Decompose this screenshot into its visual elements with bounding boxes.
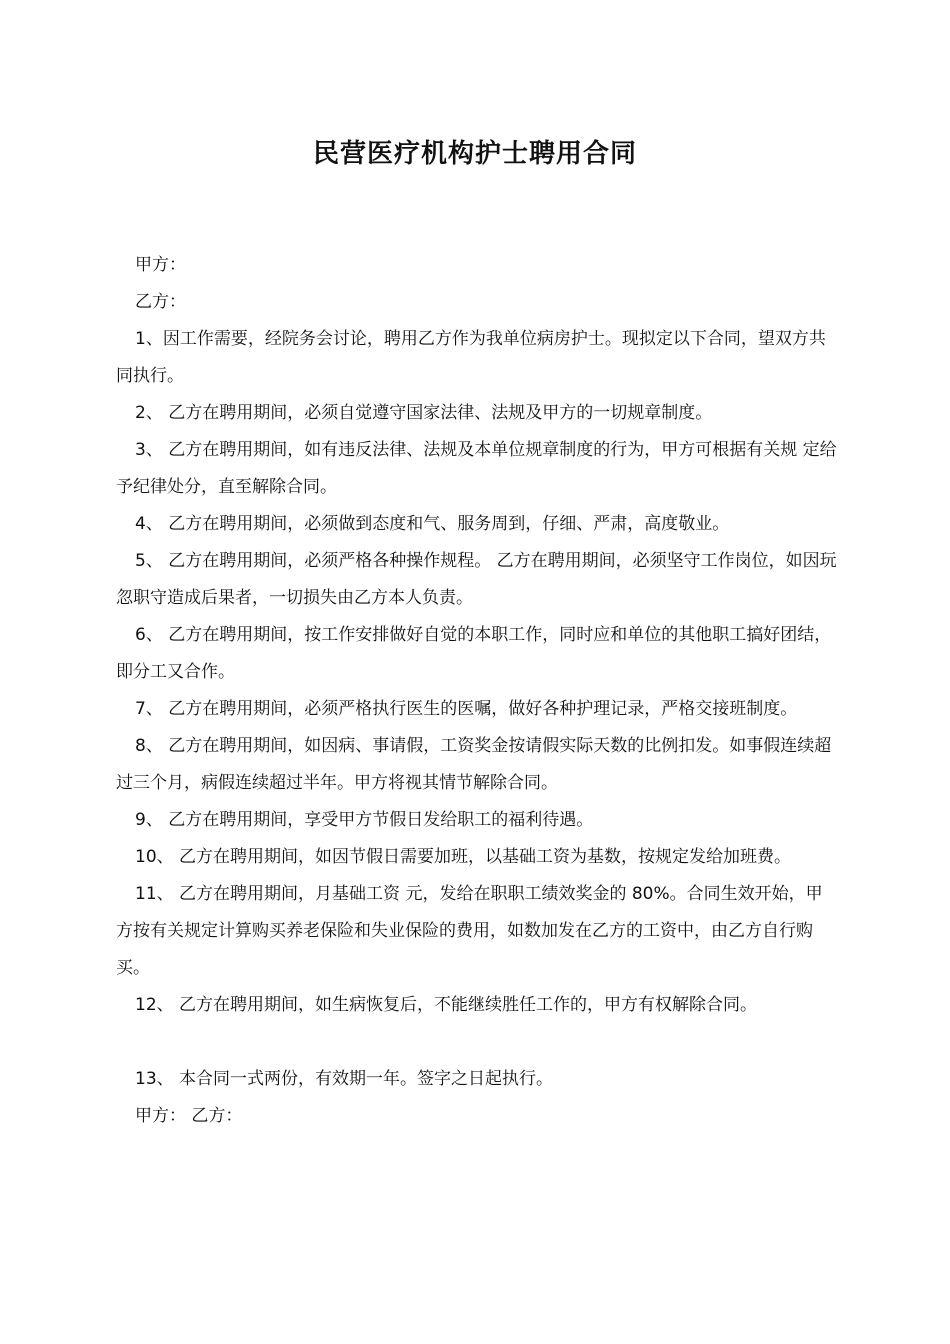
party-a-label: 甲方：	[135, 255, 186, 275]
clause-13: 13、 本合同一式两份，有效期一年。签字之日起执行。	[135, 1069, 554, 1089]
clause-4: 4、 乙方在聘用期间，必须做到态度和气、服务周到，仔细、严肃，高度敬业。	[135, 514, 730, 534]
document-body	[116, 247, 838, 1135]
clause-7: 7、 乙方在聘用期间，必须严格执行医生的医嘱，做好各种护理记录，严格交接班制度。	[135, 699, 798, 719]
clause-12: 12、 乙方在聘用期间，如生病恢复后，不能继续胜任工作的，甲方有权解除合同。	[135, 995, 758, 1015]
paragraph-gap	[116, 1024, 838, 1061]
clause-5: 5、 乙方在聘用期间，必须严格各种操作规程。 乙方在聘用期间，必须坚守工作岗位，如因玩忽职守造成后果者，一切损失由乙方本人负责。	[116, 551, 837, 608]
signature-line: 甲方： 乙方：	[135, 1106, 243, 1126]
clause-3: 3、 乙方在聘用期间，如有违反法律、法规及本单位规章制度的行为，甲方可根据有关规 定给予纪律处分，直至解除合同。	[116, 440, 837, 497]
party-b-label: 乙方：	[135, 292, 186, 312]
clause-1: 1、因工作需要，经院务会讨论，聘用乙方作为我单位病房护士。现拟定以下合同，望双方共同执行。	[116, 329, 826, 386]
clause-11: 11、 乙方在聘用期间，月基础工资 元，发给在职职工绩效奖金的 80%。合同生效开始，甲方按有关规定计算购买养老保险和失业保险的费用，如数加发在乙方的工资中，由乙方自行购买。	[116, 884, 823, 978]
document-title: 民营医疗机构护士聘用合同	[312, 139, 637, 169]
clause-9: 9、 乙方在聘用期间，享受甲方节假日发给职工的福利待遇。	[135, 810, 594, 830]
clause-6: 6、 乙方在聘用期间，按工作安排做好自觉的本职工作，同时应和单位的其他职工搞好团结，即分工又合作。	[116, 625, 832, 682]
clause-8: 8、 乙方在聘用期间，如因病、事请假，工资奖金按请假实际天数的比例扣发。如事假连续超过三个月，病假连续超过半年。甲方将视其情节解除合同。	[116, 736, 832, 793]
clause-2: 2、 乙方在聘用期间，必须自觉遵守国家法律、法规及甲方的一切规章制度。	[135, 403, 713, 423]
clause-10: 10、 乙方在聘用期间，如因节假日需要加班，以基础工资为基数，按规定发给加班费。	[135, 847, 792, 867]
